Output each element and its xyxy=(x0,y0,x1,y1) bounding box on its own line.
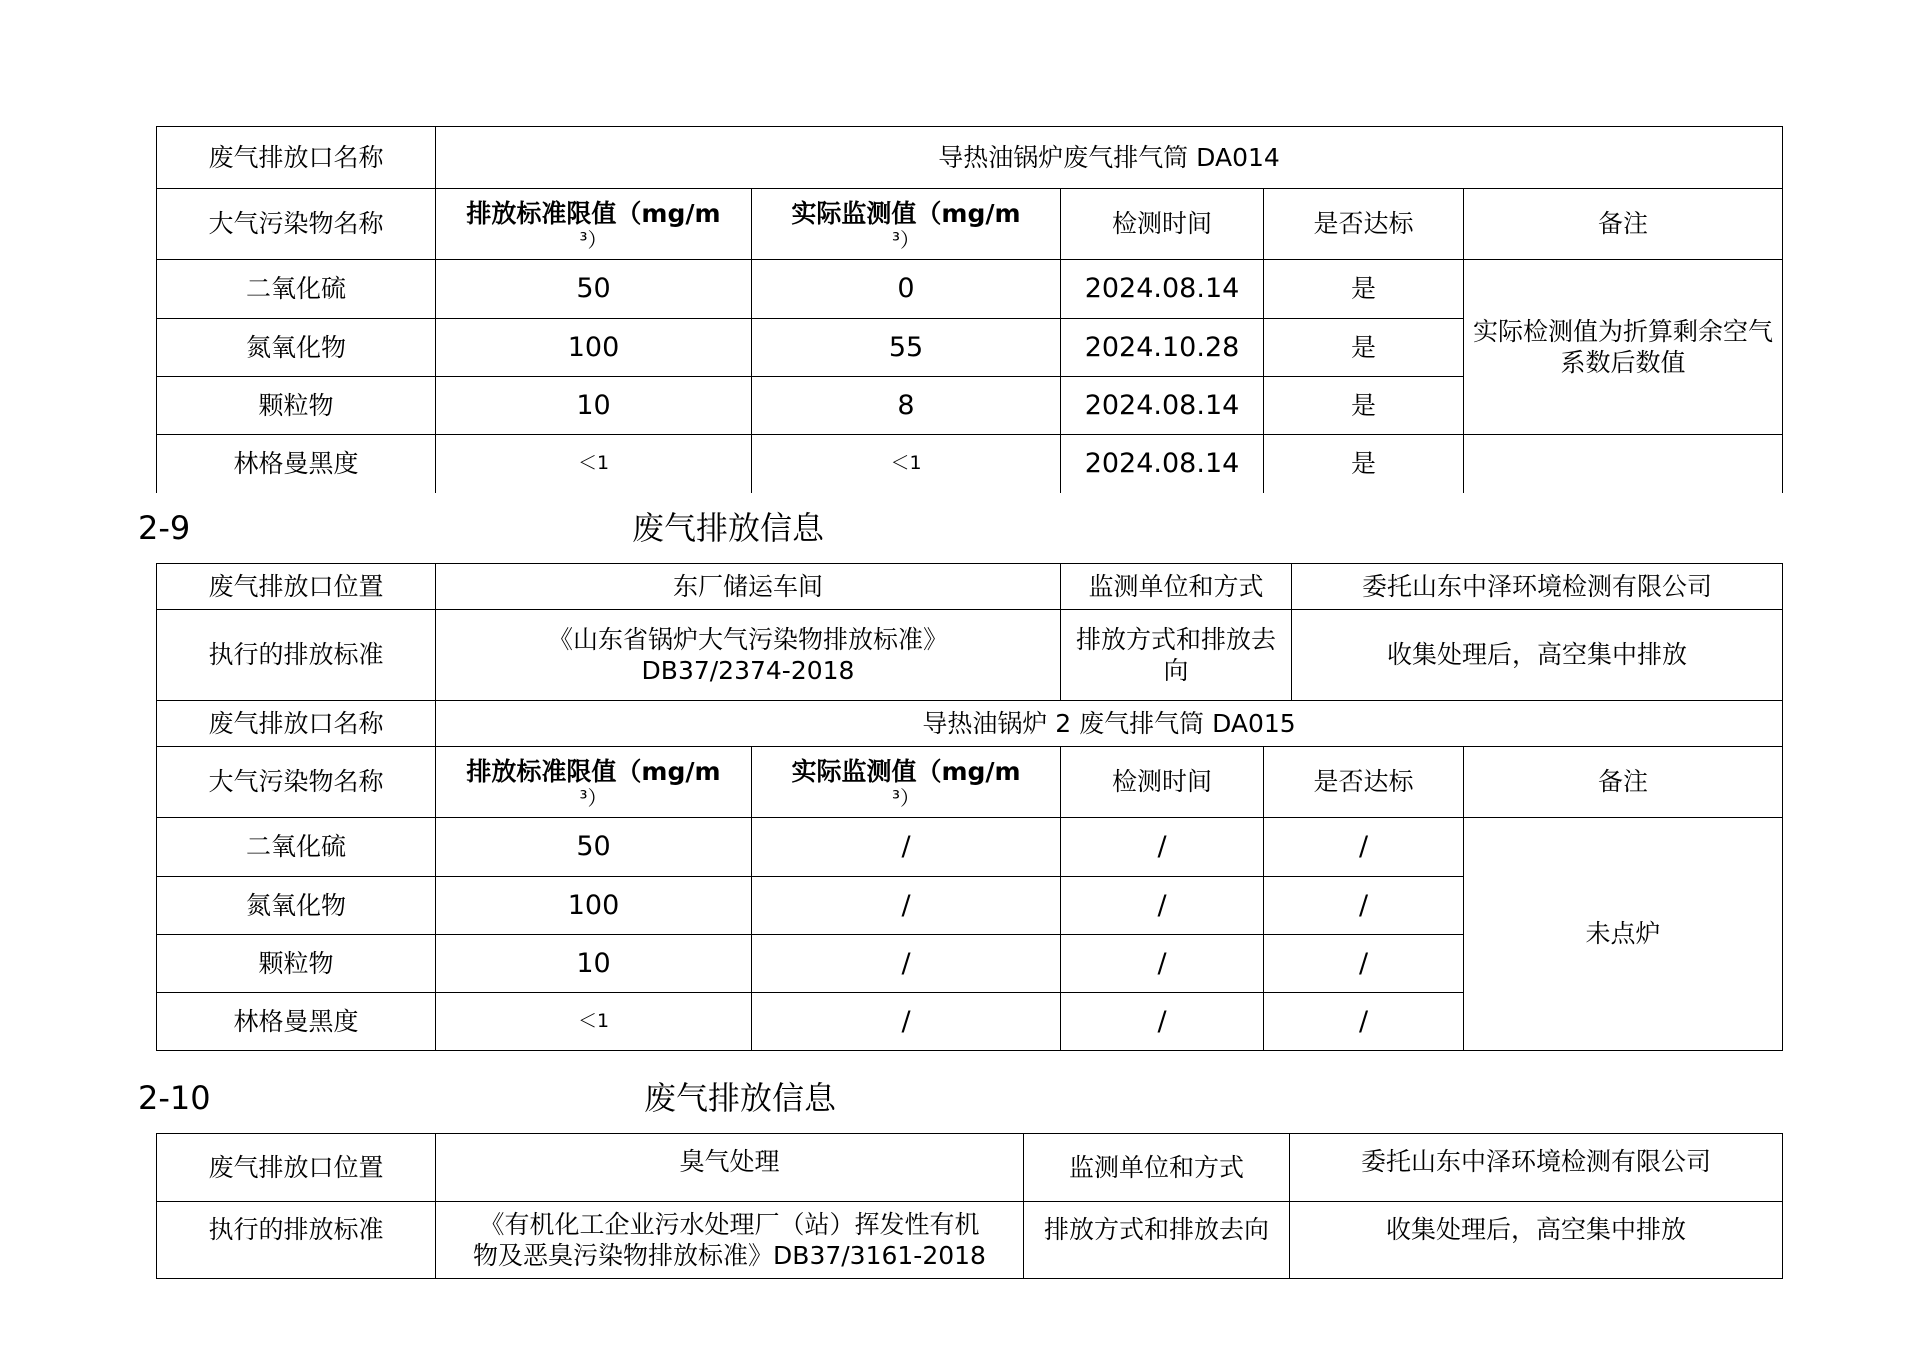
outlet-name-label: 废气排放口名称 xyxy=(157,701,436,747)
location-value: 臭气处理 xyxy=(436,1134,1024,1202)
compliant-value: / xyxy=(1264,877,1464,935)
location-value: 东厂储运车间 xyxy=(436,564,1061,610)
table-row xyxy=(157,435,1783,493)
header-measured: 实际监测值（mg/m ³） xyxy=(752,189,1061,260)
header-remark: 备注 xyxy=(1464,747,1783,818)
limit-value: 100 xyxy=(436,877,752,935)
location-label: 废气排放口位置 xyxy=(157,1134,436,1202)
remark-value: 实际检测值为折算剩余空气系数后数值 xyxy=(1464,260,1783,435)
compliant-value: 是 xyxy=(1264,435,1464,493)
compliant-value: / xyxy=(1264,935,1464,993)
pollutant-name: 颗粒物 xyxy=(157,935,436,993)
compliant-value: / xyxy=(1264,993,1464,1051)
monitor-value: 委托山东中泽环境检测有限公司 xyxy=(1292,564,1783,610)
header-time: 检测时间 xyxy=(1061,747,1264,818)
outlet-name-value: 导热油锅炉废气排气筒 DA014 xyxy=(436,127,1783,189)
standard-value: 《山东省锅炉大气污染物排放标准》 DB37/2374-2018 xyxy=(436,610,1061,701)
section-number: 2-10 xyxy=(138,1079,211,1117)
measured-value: 8 xyxy=(752,377,1061,435)
section-title: 废气排放信息 xyxy=(644,1079,837,1117)
table-da014 xyxy=(156,126,1783,493)
section-number: 2-9 xyxy=(138,509,191,547)
compliant-value: 是 xyxy=(1264,260,1464,319)
header-time: 检测时间 xyxy=(1061,189,1264,260)
remark-value: 未点炉 xyxy=(1464,818,1783,1051)
measured-value: / xyxy=(752,877,1061,935)
limit-value: 10 xyxy=(436,935,752,993)
test-time: 2024.08.14 xyxy=(1061,260,1264,319)
pollutant-name: 颗粒物 xyxy=(157,377,436,435)
measured-value: / xyxy=(752,935,1061,993)
section-title: 废气排放信息 xyxy=(632,509,825,547)
limit-value: ＜1 xyxy=(436,435,752,493)
test-time: / xyxy=(1061,818,1264,877)
pollutant-name: 氮氧化物 xyxy=(157,319,436,377)
header-compliant: 是否达标 xyxy=(1264,747,1464,818)
pollutant-name: 林格曼黑度 xyxy=(157,993,436,1051)
pollutant-name: 林格曼黑度 xyxy=(157,435,436,493)
standard-label: 执行的排放标准 xyxy=(157,1202,436,1279)
header-measured: 实际监测值（mg/m ³） xyxy=(752,747,1061,818)
standard-label: 执行的排放标准 xyxy=(157,610,436,701)
table-row xyxy=(157,818,1783,877)
measured-value: ＜1 xyxy=(752,435,1061,493)
header-limit: 排放标准限值（mg/m ³） xyxy=(436,747,752,818)
test-time: 2024.08.14 xyxy=(1061,435,1264,493)
table-da015 xyxy=(156,563,1783,1051)
test-time: / xyxy=(1061,877,1264,935)
header-pollutant: 大气污染物名称 xyxy=(157,747,436,818)
discharge-value: 收集处理后，高空集中排放 xyxy=(1292,610,1783,701)
compliant-value: / xyxy=(1264,818,1464,877)
header-compliant: 是否达标 xyxy=(1264,189,1464,260)
measured-value: 0 xyxy=(752,260,1061,319)
monitor-value: 委托山东中泽环境检测有限公司 xyxy=(1290,1134,1783,1202)
header-remark: 备注 xyxy=(1464,189,1783,260)
table-row xyxy=(157,260,1783,319)
test-time: 2024.08.14 xyxy=(1061,377,1264,435)
test-time: 2024.10.28 xyxy=(1061,319,1264,377)
discharge-value: 收集处理后，高空集中排放 xyxy=(1290,1202,1783,1279)
limit-value: 50 xyxy=(436,260,752,319)
outlet-name-label: 废气排放口名称 xyxy=(157,127,436,189)
pollutant-name: 二氧化硫 xyxy=(157,818,436,877)
limit-value: 50 xyxy=(436,818,752,877)
measured-value: 55 xyxy=(752,319,1061,377)
table-odor xyxy=(156,1133,1783,1279)
header-pollutant: 大气污染物名称 xyxy=(157,189,436,260)
compliant-value: 是 xyxy=(1264,319,1464,377)
limit-value: 100 xyxy=(436,319,752,377)
outlet-name-value: 导热油锅炉 2 废气排气筒 DA015 xyxy=(436,701,1783,747)
measured-value: / xyxy=(752,818,1061,877)
monitor-label: 监测单位和方式 xyxy=(1024,1134,1290,1202)
header-limit: 排放标准限值（mg/m ³） xyxy=(436,189,752,260)
limit-value: 10 xyxy=(436,377,752,435)
compliant-value: 是 xyxy=(1264,377,1464,435)
discharge-label: 排放方式和排放去向 xyxy=(1061,610,1292,701)
pollutant-name: 氮氧化物 xyxy=(157,877,436,935)
limit-value: ＜1 xyxy=(436,993,752,1051)
test-time: / xyxy=(1061,993,1264,1051)
location-label: 废气排放口位置 xyxy=(157,564,436,610)
test-time: / xyxy=(1061,935,1264,993)
discharge-label: 排放方式和排放去向 xyxy=(1024,1202,1290,1279)
monitor-label: 监测单位和方式 xyxy=(1061,564,1292,610)
measured-value: / xyxy=(752,993,1061,1051)
pollutant-name: 二氧化硫 xyxy=(157,260,436,319)
standard-value: 《有机化工企业污水处理厂（站）挥发性有机 物及恶臭污染物排放标准》DB37/3161-2018 xyxy=(436,1202,1024,1279)
remark-empty xyxy=(1464,435,1783,493)
